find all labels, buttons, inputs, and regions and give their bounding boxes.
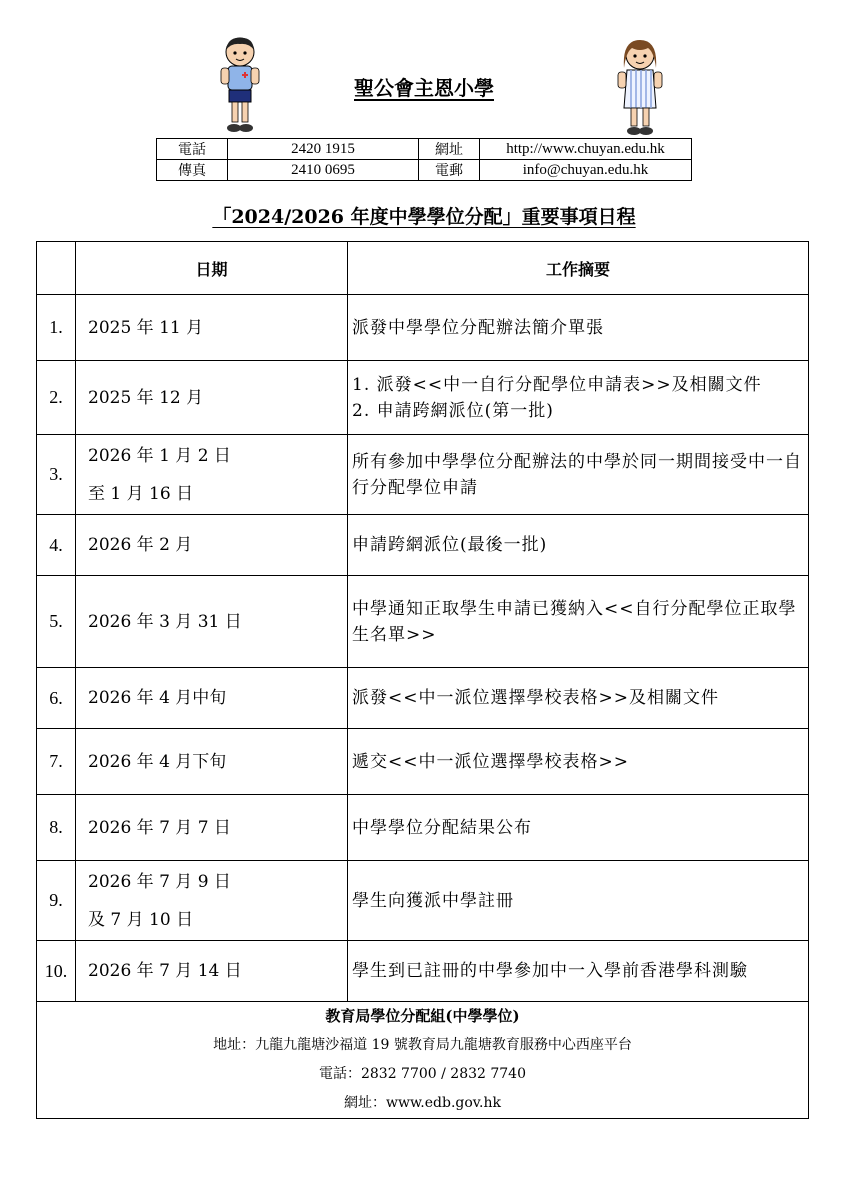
row-date bbox=[76, 795, 348, 861]
row-number: 4. bbox=[37, 515, 76, 576]
phone-label: 電話 bbox=[157, 139, 228, 160]
date-line: 2026 年 4 月下旬 bbox=[88, 751, 227, 772]
contact-row bbox=[157, 160, 692, 181]
row-number: 1. bbox=[37, 295, 76, 361]
date-line: 2026 年 7 月 9 日 bbox=[88, 871, 231, 892]
date-line: 2026 年 7 月 14 日 bbox=[88, 961, 242, 981]
row-task bbox=[348, 435, 809, 515]
fax-value: 2410 0695 bbox=[228, 160, 419, 181]
header-task: 工作摘要 bbox=[348, 242, 809, 295]
task-line: 學生到已註冊的中學參加中一入學前香港學科測驗 bbox=[352, 961, 748, 981]
row-task bbox=[348, 668, 809, 729]
row-date bbox=[76, 576, 348, 668]
footer-website[interactable]: 網址：www.edb.gov.hk bbox=[344, 1095, 501, 1111]
schedule-table bbox=[36, 241, 809, 1119]
school-contact-table bbox=[156, 138, 692, 181]
website-label: 網址 bbox=[419, 139, 480, 160]
row-date bbox=[76, 729, 348, 795]
task-line: 派發中學學位分配辦法簡介單張 bbox=[352, 317, 604, 338]
row-date bbox=[76, 668, 348, 729]
footer-address: 地址：九龍九龍塘沙福道 19 號教育局九龍塘教育服務中心西座平台 bbox=[213, 1037, 632, 1053]
row-number: 2. bbox=[37, 361, 76, 435]
contact-row bbox=[157, 139, 692, 160]
website-link[interactable]: http://www.chuyan.edu.hk bbox=[480, 139, 692, 160]
school-name: 聖公會主恩小學 bbox=[354, 76, 494, 100]
date-line: 2026 年 2 月 bbox=[88, 535, 193, 555]
table-row bbox=[37, 576, 809, 668]
table-row bbox=[37, 729, 809, 795]
task-line: 遞交<<中一派位選擇學校表格>> bbox=[352, 751, 629, 772]
row-task bbox=[348, 729, 809, 795]
row-number: 8. bbox=[37, 795, 76, 861]
header-date: 日期 bbox=[76, 242, 348, 295]
email-label: 電郵 bbox=[419, 160, 480, 181]
task-line: 中學通知正取學生申請已獲納入<<自行分配學位正取學生名單>> bbox=[352, 598, 797, 645]
table-row bbox=[37, 361, 809, 435]
schedule-body bbox=[37, 295, 809, 1002]
row-task bbox=[348, 795, 809, 861]
date-line: 及 7 月 10 日 bbox=[88, 909, 194, 930]
footer-cell bbox=[37, 1002, 809, 1119]
row-number: 5. bbox=[37, 576, 76, 668]
row-task bbox=[348, 295, 809, 361]
date-line: 2026 年 1 月 2 日 bbox=[88, 445, 231, 466]
row-date bbox=[76, 861, 348, 941]
table-row bbox=[37, 668, 809, 729]
date-line: 2026 年 4 月中旬 bbox=[88, 688, 227, 708]
table-row bbox=[37, 941, 809, 1002]
table-row bbox=[37, 435, 809, 515]
table-row bbox=[37, 795, 809, 861]
footer-row bbox=[37, 1002, 809, 1119]
task-line: 申請跨網派位(最後一批) bbox=[352, 535, 548, 555]
task-line: 中學學位分配結果公布 bbox=[352, 817, 532, 838]
table-row bbox=[37, 861, 809, 941]
header-number bbox=[37, 242, 76, 295]
task-line: 派發<<中一派位選擇學校表格>>及相關文件 bbox=[352, 688, 719, 708]
row-date bbox=[76, 941, 348, 1002]
row-task bbox=[348, 576, 809, 668]
date-line: 2026 年 7 月 7 日 bbox=[88, 817, 231, 838]
row-number: 6. bbox=[37, 668, 76, 729]
phone-value: 2420 1915 bbox=[228, 139, 419, 160]
table-header-row bbox=[37, 242, 809, 295]
date-line: 2025 年 12 月 bbox=[88, 387, 204, 408]
table-row bbox=[37, 295, 809, 361]
email-link[interactable]: info@chuyan.edu.hk bbox=[480, 160, 692, 181]
footer-agency: 教育局學位分配組(中學學位) bbox=[325, 1007, 520, 1025]
row-date bbox=[76, 295, 348, 361]
girl-mascot-icon bbox=[614, 38, 666, 138]
task-line: 學生向獲派中學註冊 bbox=[352, 890, 514, 911]
date-line: 至 1 月 16 日 bbox=[88, 483, 194, 504]
task-line: 所有參加中學學位分配辦法的中學於同一期間接受中一自行分配學位申請 bbox=[352, 451, 802, 498]
row-task bbox=[348, 941, 809, 1002]
row-number: 10. bbox=[37, 941, 76, 1002]
table-row bbox=[37, 515, 809, 576]
document-title: 「2024/2026 年度中學學位分配」重要事項日程 bbox=[212, 206, 636, 228]
row-number: 3. bbox=[37, 435, 76, 515]
task-line: 1. 派發<<中一自行分配學位申請表>>及相關文件 bbox=[352, 374, 762, 395]
row-task bbox=[348, 515, 809, 576]
row-date bbox=[76, 515, 348, 576]
fax-label: 傳真 bbox=[157, 160, 228, 181]
task-line: 2. 申請跨網派位(第一批) bbox=[352, 400, 554, 421]
row-number: 9. bbox=[37, 861, 76, 941]
row-date bbox=[76, 361, 348, 435]
footer-phone: 電話：2832 7700 / 2832 7740 bbox=[318, 1066, 527, 1082]
row-date bbox=[76, 435, 348, 515]
date-line: 2025 年 11 月 bbox=[88, 317, 204, 338]
date-line: 2026 年 3 月 31 日 bbox=[88, 611, 242, 632]
row-task bbox=[348, 361, 809, 435]
row-task bbox=[348, 861, 809, 941]
row-number: 7. bbox=[37, 729, 76, 795]
